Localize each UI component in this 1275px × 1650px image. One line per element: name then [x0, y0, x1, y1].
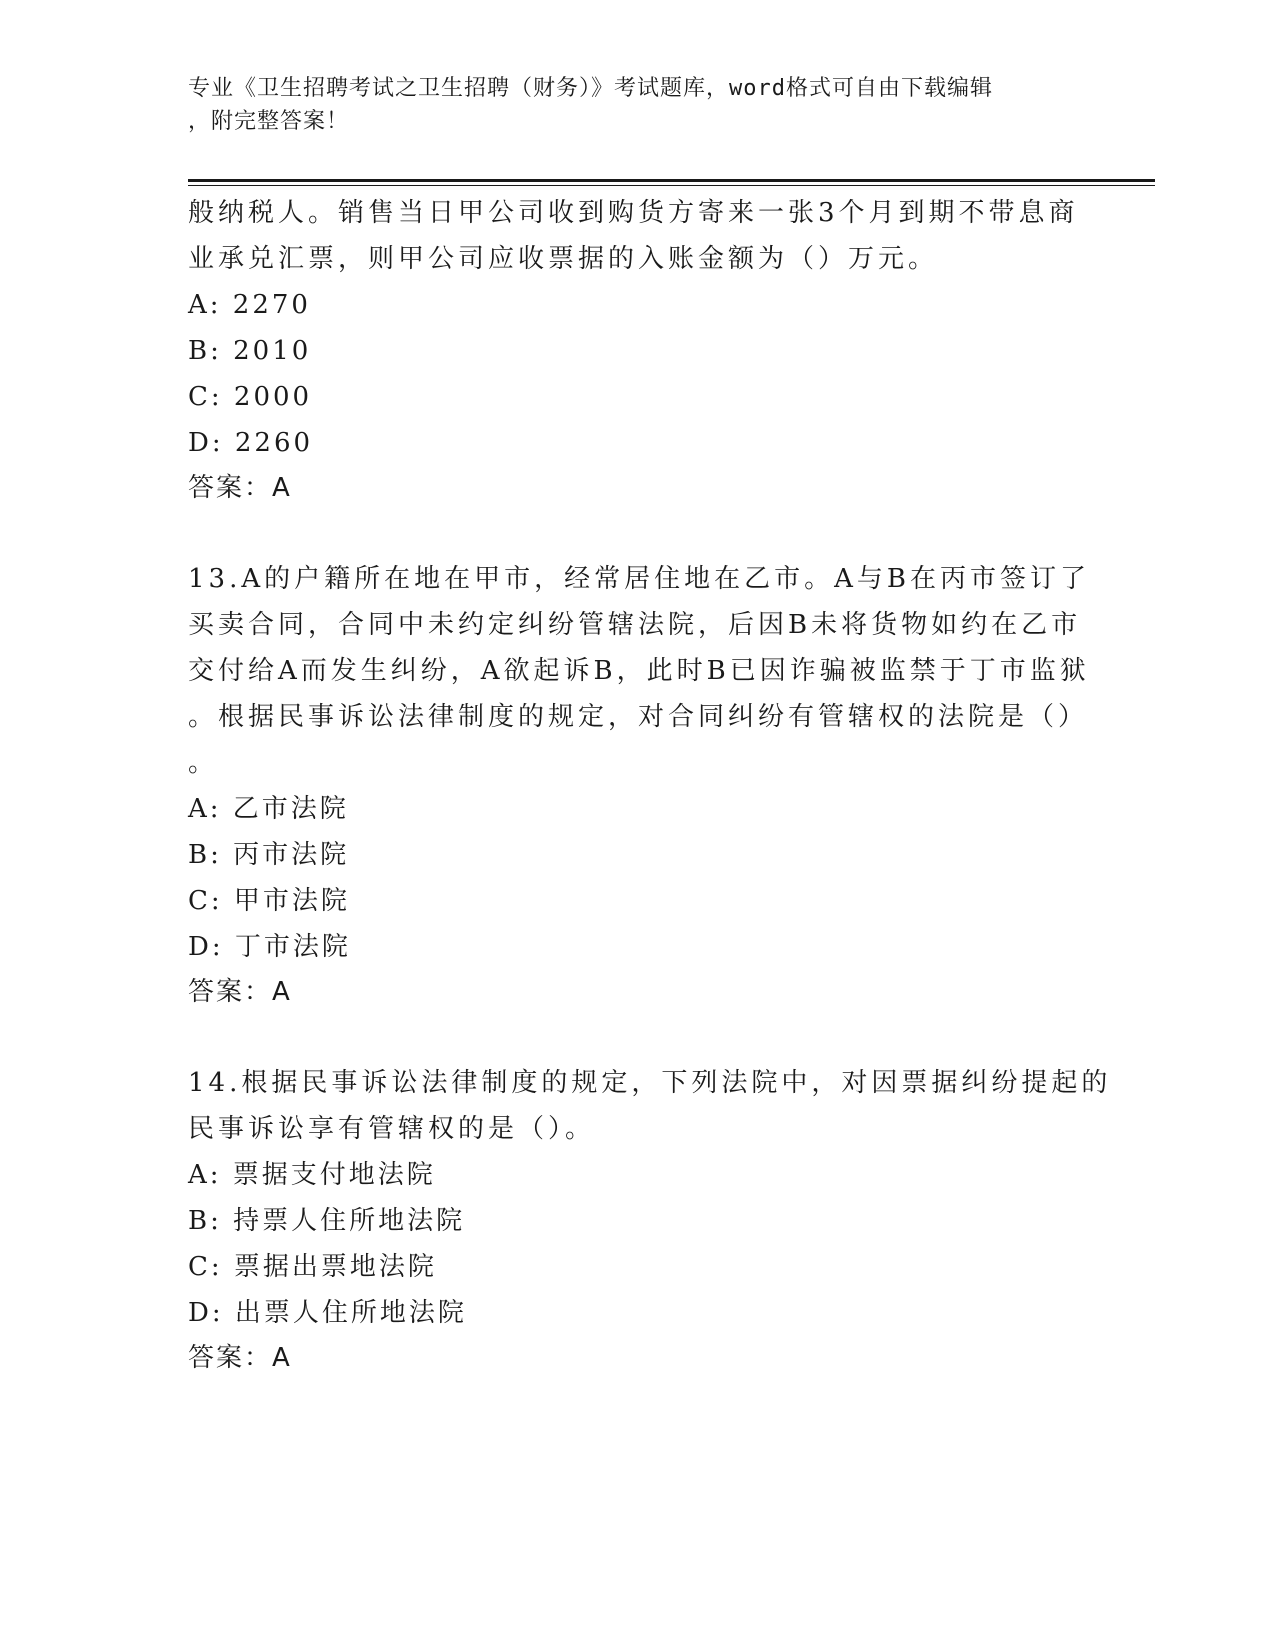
question-12 [188, 190, 1088, 510]
option-d: D: 丁市法院 [188, 932, 351, 962]
option-c: C: 票据出票地法院 [188, 1252, 437, 1282]
question-text [188, 190, 1088, 282]
answer-line: 答案：A [188, 1343, 292, 1373]
question-list [188, 190, 1112, 1380]
answer-line: 答案：A [188, 977, 292, 1007]
answer-line: 答案：A [188, 473, 292, 503]
question-text [188, 1060, 1112, 1152]
option-d: D: 2260 [188, 428, 314, 458]
option-b: B: 持票人住所地法院 [188, 1206, 466, 1236]
question-text-line: 。 [188, 748, 219, 778]
question-text-line: 买卖合同，合同中未约定纠纷管辖法院，后因B未将货物如约在乙市 [188, 610, 1082, 640]
question-text-line: 交付给A而发生纠纷，A欲起诉B，此时B已因诈骗被监禁于丁市监狱 [188, 656, 1090, 686]
question-13 [188, 556, 1091, 1014]
question-14 [188, 1060, 1112, 1380]
question-text-line: 业承兑汇票，则甲公司应收票据的入账金额为（）万元。 [188, 244, 939, 274]
header-divider-thin [188, 185, 1155, 186]
option-c: C: 甲市法院 [188, 886, 350, 916]
document-header [188, 72, 1088, 138]
option-a: A: 2270 [188, 290, 311, 320]
header-divider-thick [188, 179, 1155, 182]
option-a: A: 票据支付地法院 [188, 1160, 436, 1190]
option-d: D: 出票人住所地法院 [188, 1298, 467, 1328]
option-b: B: 丙市法院 [188, 840, 350, 870]
header-line-2: ，附完整答案！ [188, 109, 350, 134]
question-text-line: 民事诉讼享有管辖权的是（）。 [188, 1114, 596, 1144]
header-line-1: 专业《卫生招聘考试之卫生招聘（财务）》考试题库，word格式可自由下载编辑 [188, 76, 993, 101]
option-c: C: 2000 [188, 382, 313, 412]
question-text-line: 13.A的户籍所在地在甲市，经常居住地在乙市。A与B在丙市签订了 [188, 564, 1091, 594]
question-text-line: 般纳税人。销售当日甲公司收到购货方寄来一张3个月到期不带息商 [188, 198, 1079, 228]
option-b: B: 2010 [188, 336, 312, 366]
question-text [188, 556, 1091, 786]
question-text-line: 14.根据民事诉讼法律制度的规定，下列法院中，对因票据纠纷提起的 [188, 1068, 1112, 1098]
question-text-line: 。根据民事诉讼法律制度的规定，对合同纠纷有管辖权的法院是（） [188, 702, 1089, 732]
option-a: A: 乙市法院 [188, 794, 349, 824]
